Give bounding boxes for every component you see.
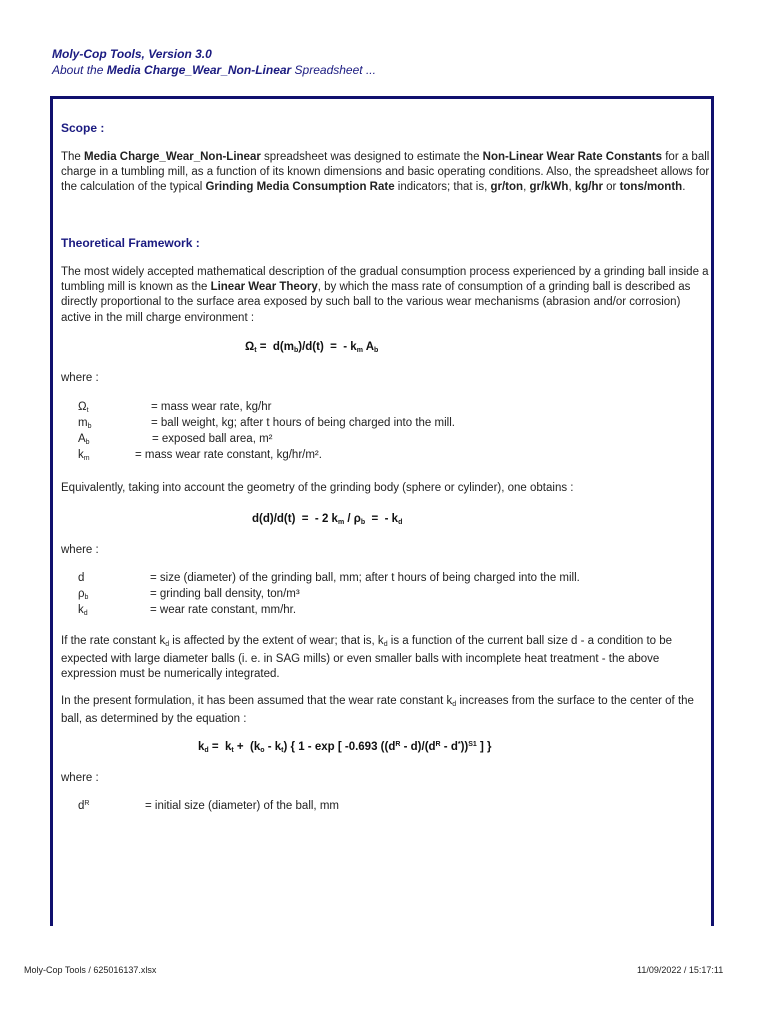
definition-symbol: $k_m$ — [78, 449, 90, 462]
definition-text: = grinding ball density, ton/m³ — [150, 588, 300, 600]
scope-paragraph: The Media Charge_Wear_Non-Linear spreadsheet was designed to estimate the Non-Linear Wear Rate Constants for a ball charge in a tumbling mill, as a function of its known dimensions and basic operating conditions. Also, the spreadsheet allows for the calculation of the typical Grinding Media Consumption Rate indicators; that is, gr/ton, gr/kWh, kg/hr or tons/month. — [61, 151, 710, 194]
definition-symbol: $k_d$ — [78, 604, 88, 617]
definition-symbol: $\Omega_t$ — [78, 401, 89, 414]
definition-symbol-subscript: m — [83, 455, 90, 462]
definition-text: = exposed ball area, m² — [152, 433, 273, 445]
document-title: Moly-Cop Tools, Version 3.0 — [52, 47, 212, 61]
definition-symbol: $A_b$ — [78, 433, 90, 446]
definition-symbol-subscript: d — [83, 610, 88, 617]
framework-heading: Theoretical Framework : — [61, 236, 200, 250]
definition-text: = ball weight, kg; after t hours of being charged into the mill. — [151, 417, 455, 429]
framework-paragraph-3: If the rate constant $k_d$ is affected by the extent of wear; that is, $k_d$ is a function of the current ball size d - a condition to be expected with large diameter balls (i. e. in SAG mills) or even smaller balls with incomplete heat treatment - the above expression must be numerically integrated. — [61, 635, 673, 681]
definition-symbol: $m_b$ — [78, 417, 92, 430]
scope-heading: Scope : — [61, 121, 105, 135]
definition-symbol: d — [78, 572, 85, 584]
definition-text: = wear rate constant, mm/hr. — [150, 604, 297, 616]
definition-symbol-subscript: b — [87, 423, 92, 430]
definition-symbol-superscript: R — [84, 800, 90, 807]
definition-symbol: $\rho_b$ — [78, 588, 89, 601]
definition-symbol-subscript: t — [86, 407, 89, 414]
definition-text: = size (diameter) of the grinding ball, mm; after t hours of being charged into the mill. — [150, 572, 580, 584]
footer-filename: Moly-Cop Tools / 625016137.xlsx — [24, 965, 157, 975]
document-subtitle: About the Media Charge_Wear_Non-Linear Spreadsheet ... — [52, 63, 376, 77]
framework-paragraph-1: The most widely accepted mathematical description of the gradual consumption process experienced by a grinding ball inside a tumbling mill is known as the Linear Wear Theory, by which the mass rate of consumption of a grinding ball is described as directly proportional to the surface area exposed by such ball to the various wear mechanisms (abrasion and/or corrosion) active in the mill charge environment : — [61, 266, 709, 324]
definition-text: = mass wear rate constant, kg/hr/m². — [135, 449, 322, 461]
equation-size-rate: d(d)/d(t) = - 2 $k_m / \rho_b$ = - $k_d$ — [252, 513, 403, 526]
definition-symbol-subscript: b — [85, 439, 90, 446]
footer-timestamp: 11/09/2022 / 15:17:11 — [637, 965, 724, 975]
where-label-3: where : — [61, 772, 99, 784]
framework-paragraph-4: In the present formulation, it has been assumed that the wear rate constant $k_d$ increases from the surface to the center of the ball, as determined by the equation : — [61, 695, 694, 726]
definition-text: = initial size (diameter) of the ball, mm — [145, 800, 339, 812]
equation-mass-wear: $\Omega_t = d(m_b)/d(t)$ = - $k_m$ $A_b$ — [245, 341, 379, 354]
framework-paragraph-2: Equivalently, taking into account the geometry of the grinding body (sphere or cylinder), one obtains : — [61, 482, 574, 494]
where-label-2: where : — [61, 544, 99, 556]
definition-symbol-subscript: b — [84, 594, 89, 601]
definition-text: = mass wear rate, kg/hr — [151, 401, 272, 413]
where-label-1: where : — [61, 372, 99, 384]
equation-nonlinear-wear: $k_d = k_t + (k_o - k_t)$ { 1 - exp [ -0.693 $((d^R - d)/(d^R - d^*))^{S1}$ ] } — [198, 741, 492, 754]
definition-symbol: $d^R$ — [78, 800, 90, 812]
